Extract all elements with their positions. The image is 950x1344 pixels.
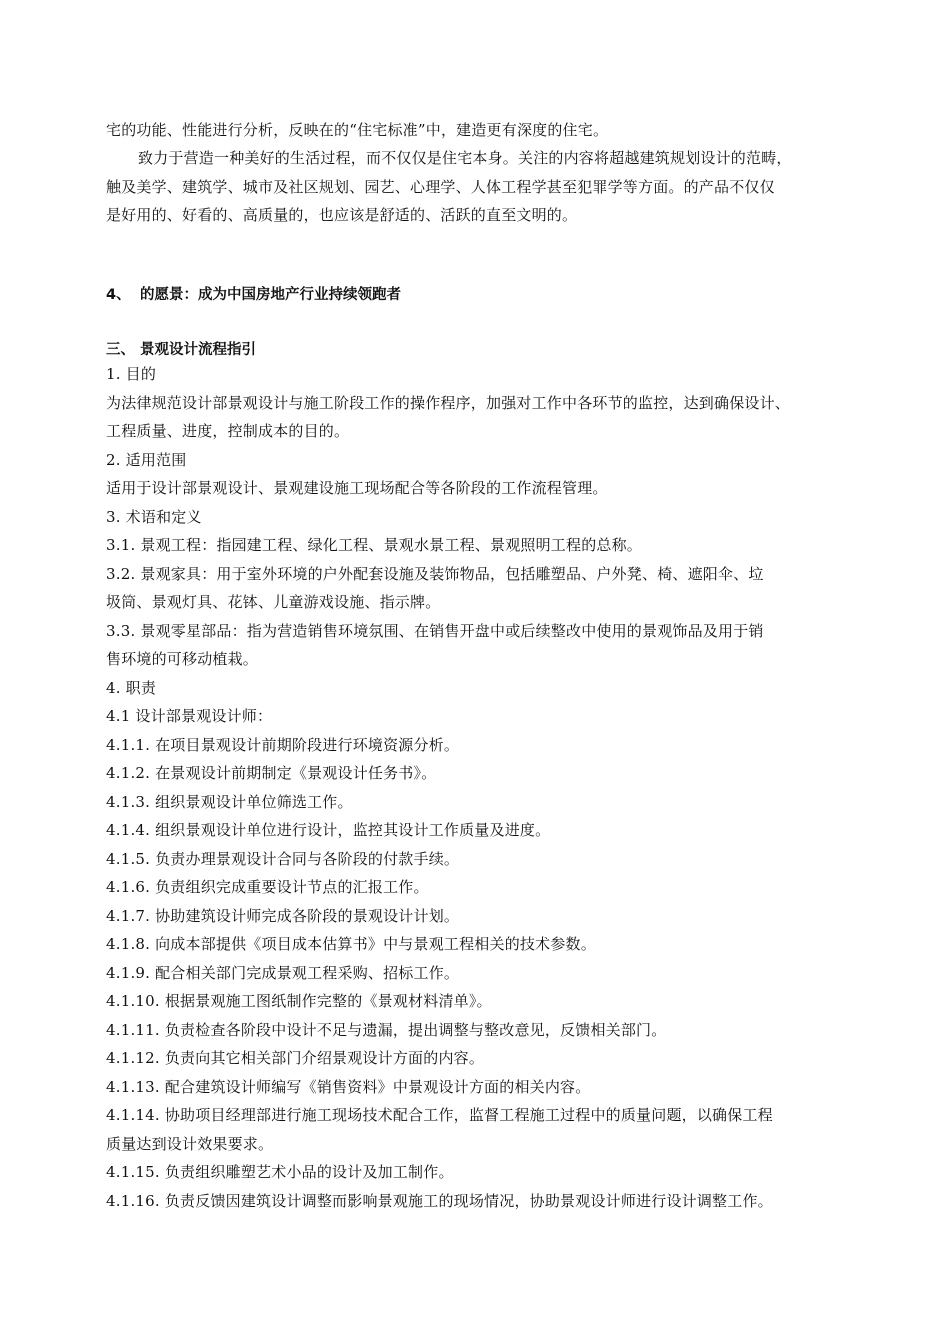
scope-line-1: 适用于设计部景观设计、景观建设施工现场配合等各阶段的工作流程管理。 bbox=[106, 479, 608, 497]
duty-4-1-13: 4.1.13. 配合建筑设计师编写《销售资料》中景观设计方面的相关内容。 bbox=[106, 1077, 591, 1096]
duty-4-1-4: 4.1.4. 组织景观设计单位进行设计，监控其设计工作质量及进度。 bbox=[106, 821, 551, 839]
duty-4-1-15: 4.1.15. 负责组织雕塑艺术小品的设计及加工制作。 bbox=[106, 1163, 454, 1181]
purpose-heading: 1. 目的 bbox=[106, 365, 157, 383]
section-3-number: 三、 bbox=[106, 342, 135, 358]
duty-4-1-6: 4.1.6. 负责组织完成重要设计节点的汇报工作。 bbox=[106, 878, 429, 896]
vision-heading bbox=[106, 284, 401, 306]
duty-4-1-10: 4.1.10. 根据景观施工图纸制作完整的《景观材料清单》。 bbox=[106, 992, 492, 1010]
section-3-title: 景观设计流程指引 bbox=[140, 342, 256, 358]
scope-heading: 2. 适用范围 bbox=[106, 450, 187, 469]
duty-4-1: 4.1 设计部景观设计师： bbox=[106, 707, 273, 725]
terms-heading: 3. 术语和定义 bbox=[106, 507, 202, 526]
vision-number: 4、 bbox=[106, 287, 131, 303]
intro-block bbox=[106, 116, 858, 145]
intro-para2-line-1: 致力于营造一种美好的生活过程，而不仅仅是住宅本身。关注的内容将超越建筑规划设计的范畴， bbox=[138, 149, 792, 167]
term-3-2-line-1: 3.2. 景观家具：用于室外环境的户外配套设施及装饰物品，包括雕塑品、户外凳、椅、遮阳伞、垃 bbox=[106, 564, 764, 583]
intro-line-1: 宅的功能、性能进行分析，反映在的“住宅标准”中，建造更有深度的住宅。 bbox=[106, 121, 609, 139]
term-3-3-line-2: 售环境的可移动植栽。 bbox=[106, 650, 259, 668]
duty-4-1-5: 4.1.5. 负责办理景观设计合同与各阶段的付款手续。 bbox=[106, 849, 460, 868]
duty-4-1-12: 4.1.12. 负责向其它相关部门介绍景观设计方面的内容。 bbox=[106, 1049, 485, 1067]
intro-para2-line-3: 是好用的、好看的、高质量的，也应该是舒适的、活跃的直至文明的。 bbox=[106, 206, 578, 224]
term-3-3-line-1: 3.3. 景观零星部品：指为营造销售环境氛围、在销售开盘中或后续整改中使用的景观饰品及用于销 bbox=[106, 621, 764, 640]
duty-4-1-2: 4.1.2. 在景观设计前期制定《景观设计任务书》。 bbox=[106, 764, 437, 782]
duty-4-1-1: 4.1.1. 在项目景观设计前期阶段进行环境资源分析。 bbox=[106, 735, 460, 754]
duty-4-1-11: 4.1.11. 负责检查各阶段中设计不足与遗漏，提出调整与整改意见，反馈相关部门。 bbox=[106, 1020, 667, 1039]
duty-4-1-14-line-2: 质量达到设计效果要求。 bbox=[106, 1134, 274, 1153]
term-3-1: 3.1. 景观工程：指园建工程、绿化工程、景观水景工程、景观照明工程的总称。 bbox=[106, 536, 642, 554]
duty-4-1-3: 4.1.3. 组织景观设计单位筛选工作。 bbox=[106, 792, 353, 811]
duty-4-1-9: 4.1.9. 配合相关部门完成景观工程采购、招标工作。 bbox=[106, 963, 460, 982]
intro-para2-line-2: 触及美学、建筑学、城市及社区规划、园艺、心理学、人体工程学甚至犯罪学等方面。的产品不仅仅 bbox=[106, 177, 775, 196]
duty-4-1-16: 4.1.16. 负责反馈因建筑设计调整而影响景观施工的现场情况，协助景观设计师进行设计调整工作。 bbox=[106, 1191, 773, 1210]
purpose-line-2: 工程质量、进度，控制成本的目的。 bbox=[106, 422, 350, 440]
process-guide-body bbox=[106, 360, 858, 1215]
purpose-line-1: 为法律规范设计部景观设计与施工阶段工作的操作程序，加强对工作中各环节的监控，达到确保设计、 bbox=[106, 393, 791, 412]
section-3-heading bbox=[106, 339, 256, 361]
term-3-2-line-2: 圾筒、景观灯具、花钵、儿童游戏设施、指示牌。 bbox=[106, 593, 441, 611]
vision-text: 的愿景：成为中国房地产行业持续领跑者 bbox=[140, 287, 401, 303]
intro-paragraph-2 bbox=[106, 144, 858, 230]
duty-4-1-14-line-1: 4.1.14. 协助项目经理部进行施工现场技术配合工作，监督工程施工过程中的质量问题，以确保工程 bbox=[106, 1106, 773, 1124]
duty-4-1-7: 4.1.7. 协助建筑设计师完成各阶段的景观设计计划。 bbox=[106, 906, 460, 925]
duty-4-1-8: 4.1.8. 向成本部提供《项目成本估算书》中与景观工程相关的技术参数。 bbox=[106, 935, 596, 953]
duty-heading: 4. 职责 bbox=[106, 678, 157, 697]
